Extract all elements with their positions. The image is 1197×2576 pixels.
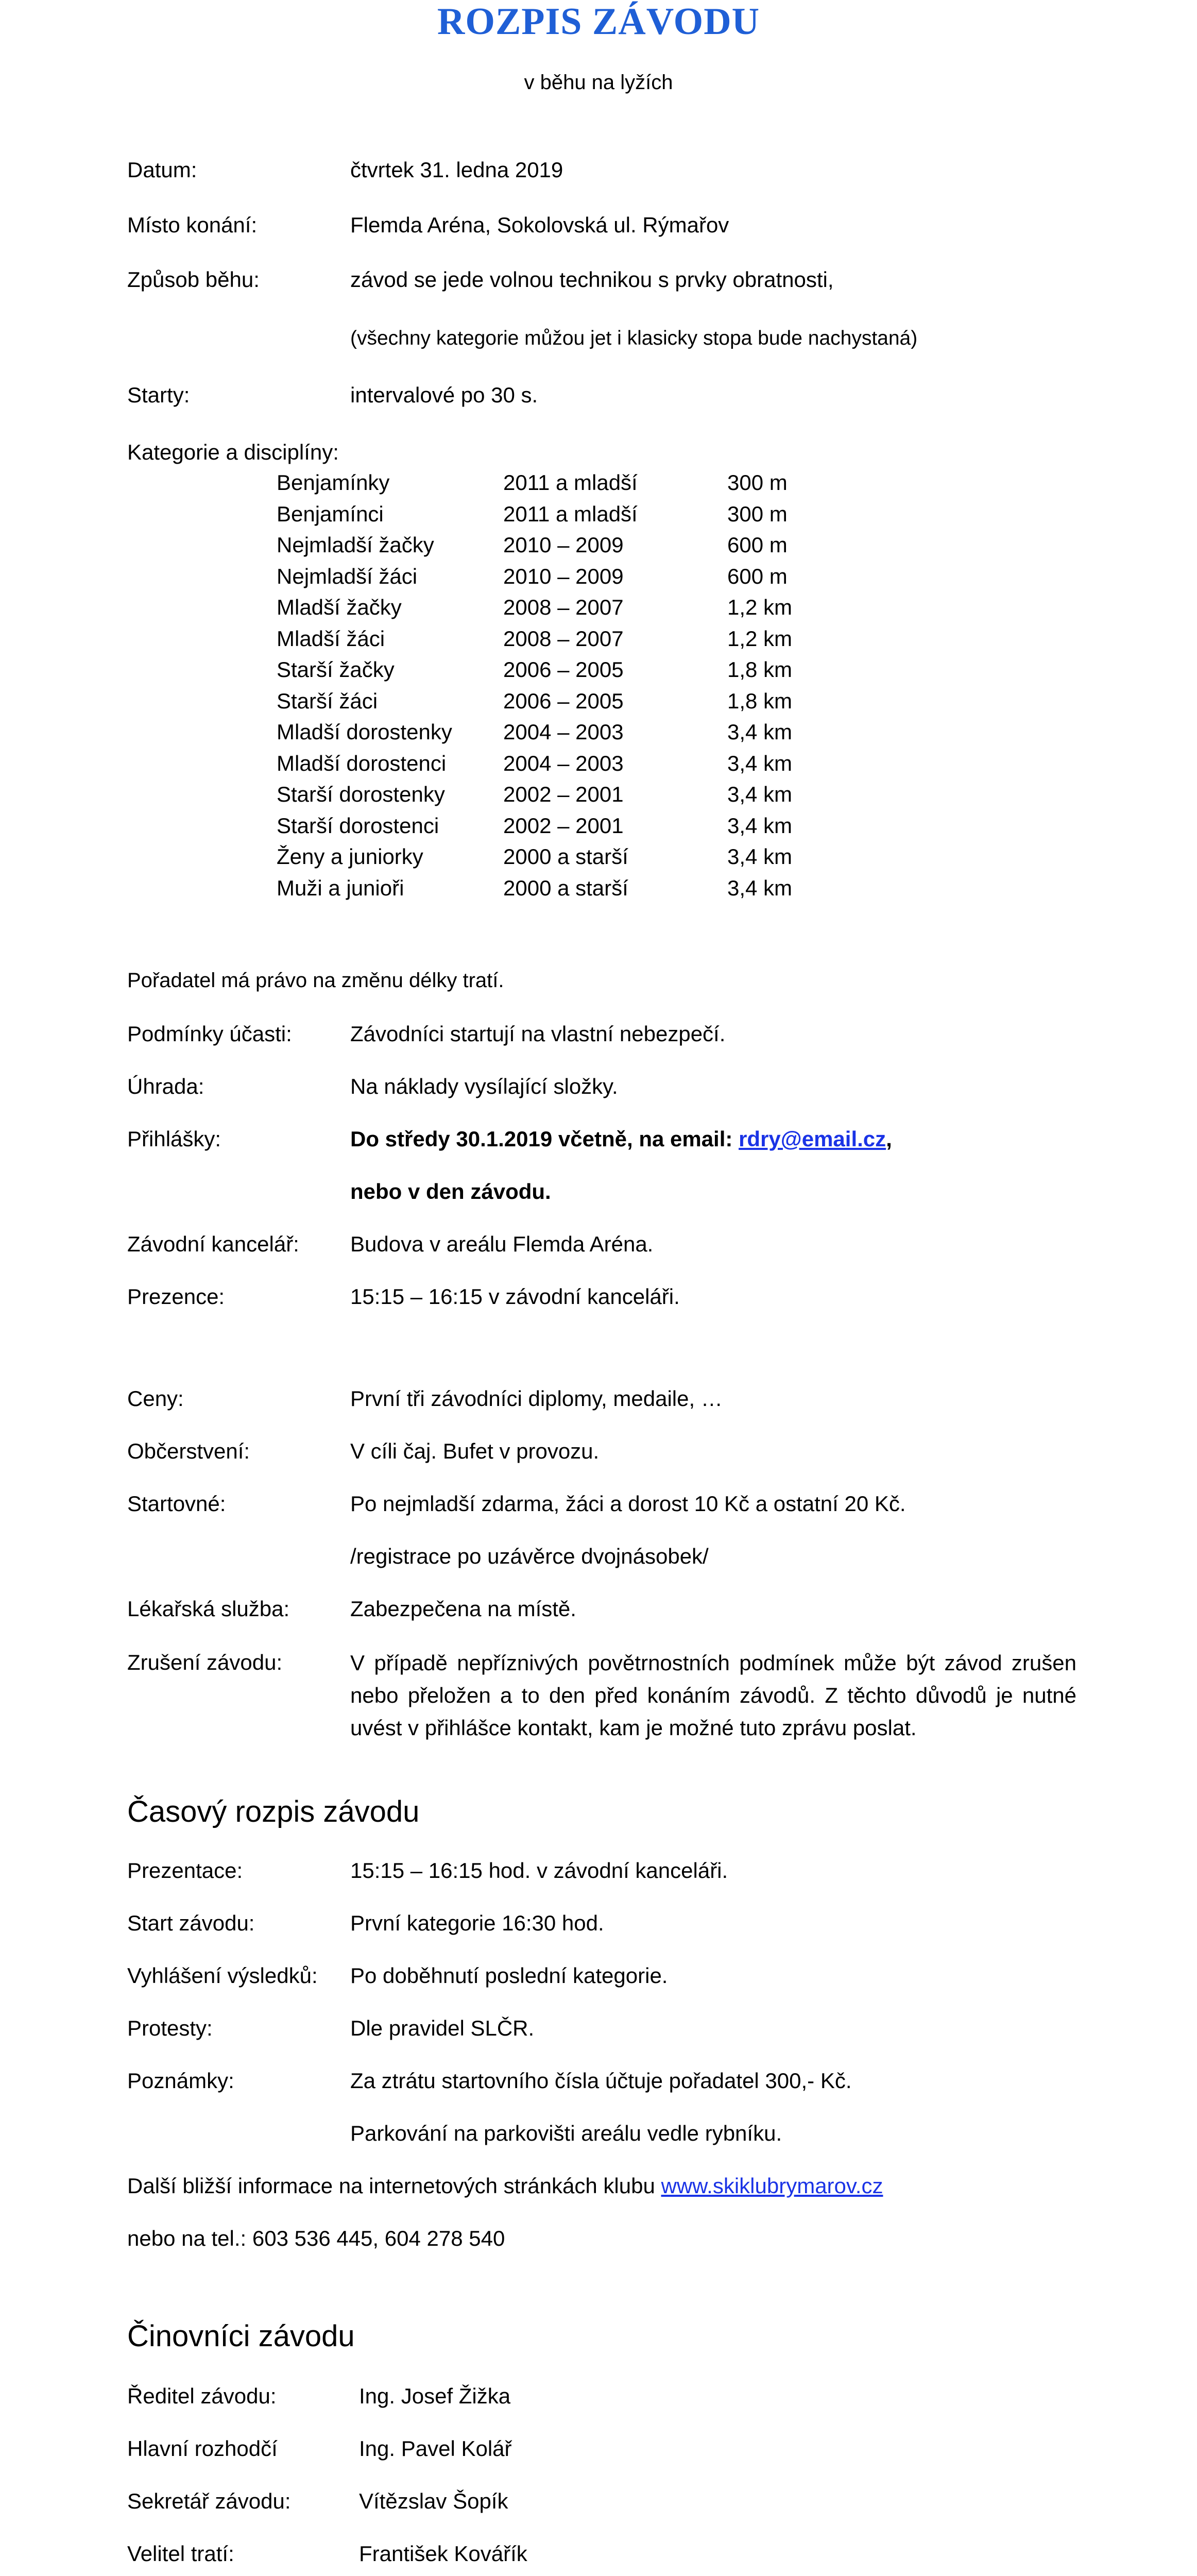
entry-fee-note: /registrace po uzávěrce dvojnásobek/ [350,1544,709,1568]
official-director-label: Ředitel závodu: [127,2384,277,2408]
category-name: Benjamínci [277,502,384,526]
category-name: Ženy a juniorky [277,844,423,869]
registration-deadline: Do středy 30.1.2019 včetně, na email: [350,1127,739,1151]
race-office-value: Budova v areálu Flemda Aréna. [350,1232,654,1256]
category-year: 2000 a starší [503,844,628,869]
starts-label: Starty: [127,383,190,407]
category-name: Starší žáci [277,689,378,713]
payment-value: Na náklady vysílající složky. [350,1074,618,1098]
official-secretary-label: Sekretář závodu: [127,2489,291,2513]
document-subtitle: v běhu na lyžích [524,71,673,94]
category-name: Starší dorostenci [277,814,439,838]
schedule-protests-value: Dle pravidel SLČR. [350,2016,535,2040]
schedule-start-value: První kategorie 16:30 hod. [350,1911,604,1935]
category-distance: 600 m [727,564,788,588]
category-distance: 3,4 km [727,876,793,900]
category-name: Starší žačky [277,657,395,682]
starts-value: intervalové po 30 s. [350,383,538,407]
registration-email-link[interactable]: rdry@email.cz [739,1127,886,1151]
registration-value [350,1126,892,1152]
official-director-value: Ing. Josef Žižka [359,2384,511,2408]
category-name: Nejmladší žačky [277,533,434,557]
category-year: 2002 – 2001 [503,782,624,806]
date-label: Datum: [127,158,197,182]
category-name: Mladší žáci [277,626,385,651]
conditions-value: Závodníci startují na vlastní nebezpečí. [350,1022,726,1046]
schedule-notes-value: Za ztrátu startovního čísla účtuje pořadatel 300,- Kč. [350,2069,852,2093]
category-year: 2002 – 2001 [503,814,624,838]
category-name: Mladší dorostenky [277,720,452,744]
venue-value: Flemda Aréna, Sokolovská ul. Rýmařov [350,213,729,237]
category-distance: 300 m [727,502,788,526]
attendance-label: Prezence: [127,1284,225,1309]
venue-label: Místo konání: [127,213,258,237]
category-distance: 600 m [727,533,788,557]
payment-label: Úhrada: [127,1074,204,1098]
refreshments-label: Občerstvení: [127,1439,250,1463]
document-title: ROZPIS ZÁVODU [437,1,760,43]
category-name: Mladší dorostenci [277,751,447,775]
officials-heading: Činovníci závodu [127,2319,355,2353]
category-year: 2011 a mladší [503,502,638,526]
category-year: 2008 – 2007 [503,626,624,651]
official-referee-label: Hlavní rozhodčí [127,2436,278,2461]
schedule-protests-label: Protesty: [127,2016,213,2040]
attendance-value: 15:15 – 16:15 v závodní kanceláři. [350,1284,680,1309]
category-distance: 1,2 km [727,595,793,619]
prizes-value: První tři závodníci diplomy, medaile, … [350,1386,723,1411]
category-year: 2010 – 2009 [503,533,624,557]
official-track-label: Velitel tratí: [127,2541,234,2566]
category-distance: 1,8 km [727,689,793,713]
schedule-heading: Časový rozpis závodu [127,1795,420,1828]
conditions-label: Podmínky účasti: [127,1022,292,1046]
category-year: 2010 – 2009 [503,564,624,588]
category-name: Starší dorostenky [277,782,445,806]
registration-comma: , [886,1127,892,1151]
entry-fee-label: Startovné: [127,1492,226,1516]
registration-label: Přihlášky: [127,1127,221,1151]
category-year: 2004 – 2003 [503,751,624,775]
schedule-presentation-label: Prezentace: [127,1858,243,1883]
cancellation-label: Zrušení závodu: [127,1650,283,1674]
official-track-value: František Kovářík [359,2541,527,2566]
entry-fee-value: Po nejmladší zdarma, žáci a dorost 10 Kč a ostatní 20 Kč. [350,1492,906,1516]
schedule-results-label: Vyhlášení výsledků: [127,1963,318,1988]
website-link[interactable]: www.skiklubrymarov.cz [661,2174,883,2198]
official-referee-value: Ing. Pavel Kolář [359,2436,512,2461]
category-distance: 3,4 km [727,782,793,806]
more-info-text: Další bližší informace na internetových stránkách klubu [127,2174,661,2198]
schedule-notes-label: Poznámky: [127,2069,234,2093]
date-value: čtvrtek 31. ledna 2019 [350,158,563,182]
category-name: Nejmladší žáci [277,564,418,588]
more-info [127,2173,883,2199]
race-office-label: Závodní kancelář: [127,1232,299,1256]
category-year: 2006 – 2005 [503,689,624,713]
category-distance: 3,4 km [727,844,793,869]
category-distance: 300 m [727,470,788,495]
race-style-label: Způsob běhu: [127,267,260,292]
category-distance: 1,8 km [727,657,793,682]
schedule-results-value: Po doběhnutí poslední kategorie. [350,1963,668,1988]
race-style-value: závod se jede volnou technikou s prvky obratnosti, [350,267,834,292]
official-secretary-value: Vítězslav Šopík [359,2489,508,2513]
category-name: Benjamínky [277,470,390,495]
schedule-presentation-value: 15:15 – 16:15 hod. v závodní kanceláři. [350,1858,728,1883]
category-year: 2000 a starší [503,876,628,900]
phone-info: nebo na tel.: 603 536 445, 604 278 540 [127,2226,505,2250]
category-year: 2011 a mladší [503,470,638,495]
organizer-note: Pořadatel má právo na změnu délky tratí. [127,969,504,992]
category-name: Muži a junioři [277,876,404,900]
category-year: 2008 – 2007 [503,595,624,619]
category-year: 2004 – 2003 [503,720,624,744]
category-distance: 1,2 km [727,626,793,651]
category-distance: 3,4 km [727,814,793,838]
schedule-parking-value: Parkování na parkovišti areálu vedle rybníku. [350,2121,782,2145]
medical-label: Lékařská služba: [127,1597,290,1621]
category-name: Mladší žačky [277,595,402,619]
cancellation-value: V případě nepříznivých povětrnostních podmínek může být závod zrušen nebo přeložen a to den před konáním závodů. Z těchto důvodů je nutné uvést v přihlášce kontakt, kam je možné tuto zprávu poslat. [350,1651,1076,1740]
refreshments-value: V cíli čaj. Bufet v provozu. [350,1439,600,1463]
category-distance: 3,4 km [727,720,793,744]
registration-value-2: nebo v den závodu. [350,1179,551,1204]
medical-value: Zabezpečena na místě. [350,1597,576,1621]
category-year: 2006 – 2005 [503,657,624,682]
category-distance: 3,4 km [727,751,793,775]
categories-heading: Kategorie a disciplíny: [127,440,339,464]
schedule-start-label: Start závodu: [127,1911,255,1935]
prizes-label: Ceny: [127,1386,184,1411]
race-style-note: (všechny kategorie můžou jet i klasicky stopa bude nachystaná) [350,327,918,349]
